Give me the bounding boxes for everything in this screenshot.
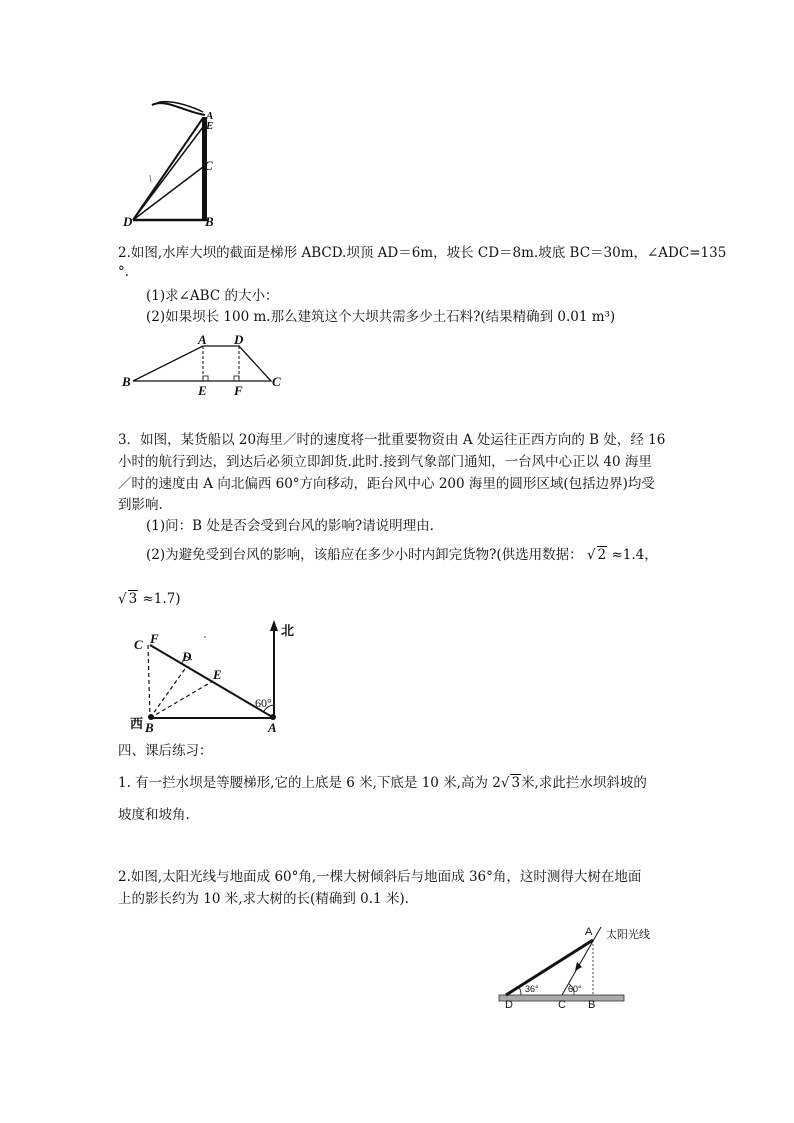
trap-label-D: D — [234, 332, 244, 347]
tree-label-D: D — [505, 999, 513, 1011]
tree-label-B: B — [588, 999, 596, 1011]
q3-line4: 到影响. — [118, 497, 163, 513]
q3-line3: ／时的速度由 A 向北偏西 60°方向移动，距台风中心 200 海里的圆形区域(包括边界)均受 — [118, 476, 655, 492]
q2-sub1: (1)求∠ABC 的大小： — [146, 288, 279, 304]
s4-p2-line1: 2.如图,太阳光线与地面成 60°角,一棵大树倾斜后与地面成 36°角，这时测得大树在地面 — [118, 869, 642, 885]
sunray-arrow — [575, 962, 582, 971]
s4-p1-line2: 坡度和坡角. — [118, 807, 190, 823]
section4-heading: 四、课后练习： — [118, 743, 213, 759]
q3-approx2: ≈1.4， — [611, 547, 658, 563]
label-C: C — [204, 158, 213, 173]
trap-label-A: A — [198, 332, 207, 347]
label-E: E — [206, 120, 214, 132]
q3-sub1: (1)问：B 处是否会受到台风的影响?请说明理由. — [146, 518, 434, 534]
trap-label-C: C — [272, 374, 281, 389]
sqrt3-p1: √ 3 — [500, 775, 521, 791]
typ-label-B: B — [145, 720, 154, 735]
sqrt2: √ 2 — [586, 547, 607, 563]
s4-p2-line2: 上的影长约为 10 米,求大树的长(精确到 0.1 米). — [118, 891, 409, 907]
trap-label-B: B — [122, 374, 131, 389]
typ-label-F: F — [150, 631, 159, 646]
label-B: B — [205, 214, 214, 229]
label-west: 西 — [130, 717, 144, 732]
tree-label-A: A — [585, 926, 593, 938]
q3-line1: 3．如图，某货船以 20海里／时的速度将一批重要物资由 A 处运往正西方向的 B 处，经 16 — [118, 432, 666, 448]
q3-line2: 小时的航行到达，到达后必须立即卸货.此时.接到气象部门通知，一台风中心正以 40 海里 — [118, 454, 652, 470]
tree-label-60: 60° — [568, 984, 582, 994]
trap-label-F: F — [234, 383, 243, 398]
label-D: D — [123, 214, 133, 229]
tree-label-36: 36° — [525, 984, 539, 994]
typ-label-A: A — [268, 720, 277, 735]
typ-label-E: E — [213, 667, 222, 682]
typ-label-D: D — [182, 649, 192, 664]
label-north: 北 — [281, 624, 295, 639]
label-A: A — [206, 110, 214, 122]
typ-label-C: C — [134, 637, 143, 652]
q3-sub2-text: (2)为避免受到台风的影响，该船应在多少小时内卸完货物?(供选用数据： — [146, 547, 583, 563]
q2-line1: 2.如图,水库大坝的截面是梯形 ABCD.坝顶 AD＝6m，坡长 CD＝8m.坡底 BC＝30m，∠ADC=135 — [118, 245, 727, 261]
arc-36 — [519, 987, 521, 995]
s4-p1-line1: 1. 有一拦水坝是等腰梯形,它的上底是 6 米,下底是 10 米,高为 2√ 3米,求此拦水坝斜坡的 — [118, 775, 647, 791]
trap-label-E: E — [198, 383, 207, 398]
q2-line2: °. — [118, 264, 130, 280]
typ-angle-label: 60° — [255, 696, 272, 710]
sqrt3: √ 3 — [118, 591, 138, 607]
q3-approx3: ≈1.7) — [142, 591, 181, 607]
q2-sub2: (2)如果坝长 100 m.那么建筑这个大坝共需多少土石料?(结果精确到 0.01 m³) — [146, 309, 616, 325]
tree-label-sun: 太阳光线 — [606, 928, 650, 941]
tree-label-C: C — [558, 999, 566, 1011]
